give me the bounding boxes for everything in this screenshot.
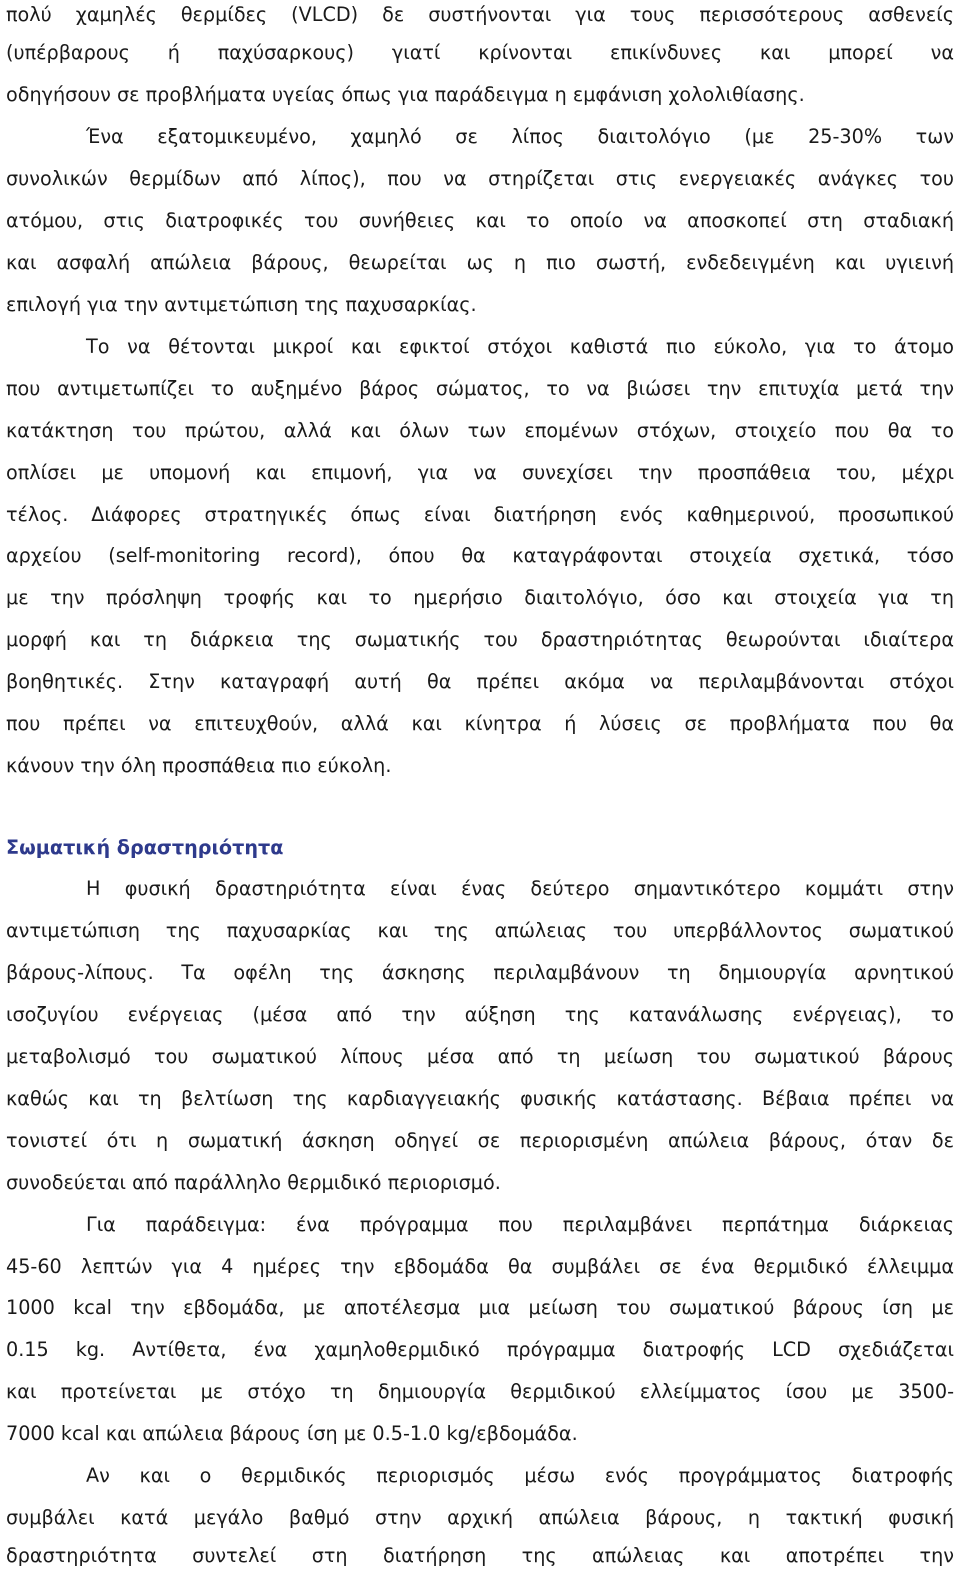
text-line: 1000 kcal την εβδομάδα, με αποτέλεσμα μια μείωση του σωματικού βάρους ίση με (6, 1296, 954, 1319)
text-line: βοηθητικές. Στην καταγραφή αυτή θα πρέπει ακόμα να περιλαμβάνονται στόχοι (6, 670, 954, 693)
text-line: που αντιμετωπίζει το αυξημένο βάρος σώματος, το να βιώσει την επιτυχία μετά την (6, 377, 954, 400)
text-line: και ασφαλή απώλεια βάρους, θεωρείται ως η πιο σωστή, ενδεδειγμένη και υγιεινή (6, 251, 954, 274)
text-line: μεταβολισμό του σωματικού λίπους μέσα από τη μείωση του σωματικού βάρους (6, 1045, 954, 1068)
text-line: που πρέπει να επιτευχθούν, αλλά και κίνητρα ή λύσεις σε προβλήματα που θα (6, 712, 954, 735)
text-line: βάρους-λίπους. Τα οφέλη της άσκησης περιλαμβάνουν τη δημιουργία αρνητικού (6, 961, 954, 984)
text-line: καθώς και τη βελτίωση της καρδιαγγειακής φυσικής κατάστασης. Βέβαια πρέπει να (6, 1087, 954, 1110)
text-line: επιλογή για την αντιμετώπιση της παχυσαρκίας. (6, 293, 477, 316)
text-line: μορφή και τη διάρκεια της σωματικής του δραστηριότητας θεωρούνται ιδιαίτερα (6, 628, 954, 651)
text-line: οδηγήσουν σε προβλήματα υγείας όπως για παράδειγμα η εμφάνιση χολολιθίασης. (6, 83, 805, 106)
text-line: Για παράδειγμα: ένα πρόγραμμα που περιλαμβάνει περπάτημα διάρκειας (86, 1213, 954, 1236)
text-line: κάνουν την όλη προσπάθεια πιο εύκολη. (6, 754, 392, 777)
text-line: ατόμου, στις διατροφικές του συνήθειες και το οποίο να αποσκοπεί στη σταδιακή (6, 209, 954, 232)
text-line: συνολικών θερμίδων από λίπος), που να στηρίζεται στις ενεργειακές ανάγκες του (6, 167, 954, 190)
text-line: κατάκτηση του πρώτου, αλλά και όλων των επομένων στόχων, στοιχείο που θα το (6, 419, 954, 442)
text-line: με την πρόσληψη τροφής και το ημερήσιο διαιτολόγιο, όσο και στοιχεία για τη (6, 586, 954, 609)
text-line: Αν και ο θερμιδικός περιορισμός μέσω ενός προγράμματος διατροφής (86, 1464, 954, 1487)
section-heading: Σωματική δραστηριότητα (6, 836, 284, 859)
text-line: τέλος. Διάφορες στρατηγικές όπως είναι διατήρηση ενός καθημερινού, προσωπικού (6, 503, 954, 526)
text-line: πολύ χαμηλές θερμίδες (VLCD) δε συστήνονται για τους περισσότερους ασθενείς (6, 3, 954, 26)
text-line: τονιστεί ότι η σωματική άσκηση οδηγεί σε περιορισμένη απώλεια βάρους, όταν δε (6, 1129, 954, 1152)
text-line: και προτείνεται με στόχο τη δημιουργία θερμιδικού ελλείμματος ίσου με 3500- (6, 1380, 954, 1403)
text-line: Ένα εξατομικευμένο, χαμηλό σε λίπος διαιτολόγιο (με 25-30% των (86, 125, 954, 148)
text-line: ισοζυγίου ενέργειας (μέσα από την αύξηση της κατανάλωσης ενέργειας), το (6, 1003, 954, 1026)
text-line: Η φυσική δραστηριότητα είναι ένας δεύτερο σημαντικότερο κομμάτι στην (86, 877, 954, 900)
text-line: συμβάλει κατά μεγάλο βαθμό στην αρχική απώλεια βάρους, η τακτική φυσική (6, 1506, 954, 1529)
text-line: συνοδεύεται από παράλληλο θερμιδικό περιορισμό. (6, 1171, 501, 1194)
text-line: 45-60 λεπτών για 4 ημέρες την εβδομάδα θα συμβάλει σε ένα θερμιδικό έλλειμμα (6, 1255, 954, 1278)
text-line: αρχείου (self-monitoring record), όπου θα καταγράφονται στοιχεία σχετικά, τόσο (6, 544, 954, 567)
text-line: 7000 kcal και απώλεια βάρους ίση με 0.5-1.0 kg/εβδομάδα. (6, 1422, 578, 1445)
text-line: Το να θέτονται μικροί και εφικτοί στόχοι καθιστά πιο εύκολο, για το άτομο (86, 335, 954, 358)
text-line: οπλίσει με υπομονή και επιμονή, για να συνεχίσει την προσπάθεια του, μέχρι (6, 461, 954, 484)
text-line: δραστηριότητα συντελεί στη διατήρηση της απώλειας και αποτρέπει την (6, 1544, 954, 1567)
text-line: 0.15 kg. Αντίθετα, ένα χαμηλοθερμιδικό πρόγραμμα διατροφής LCD σχεδιάζεται (6, 1338, 954, 1361)
text-line: αντιμετώπιση της παχυσαρκίας και της απώλειας του υπερβάλλοντος σωματικού (6, 919, 954, 942)
text-line: (υπέρβαρους ή παχύσαρκους) γιατί κρίνονται επικίνδυνες και μπορεί να (6, 41, 954, 64)
